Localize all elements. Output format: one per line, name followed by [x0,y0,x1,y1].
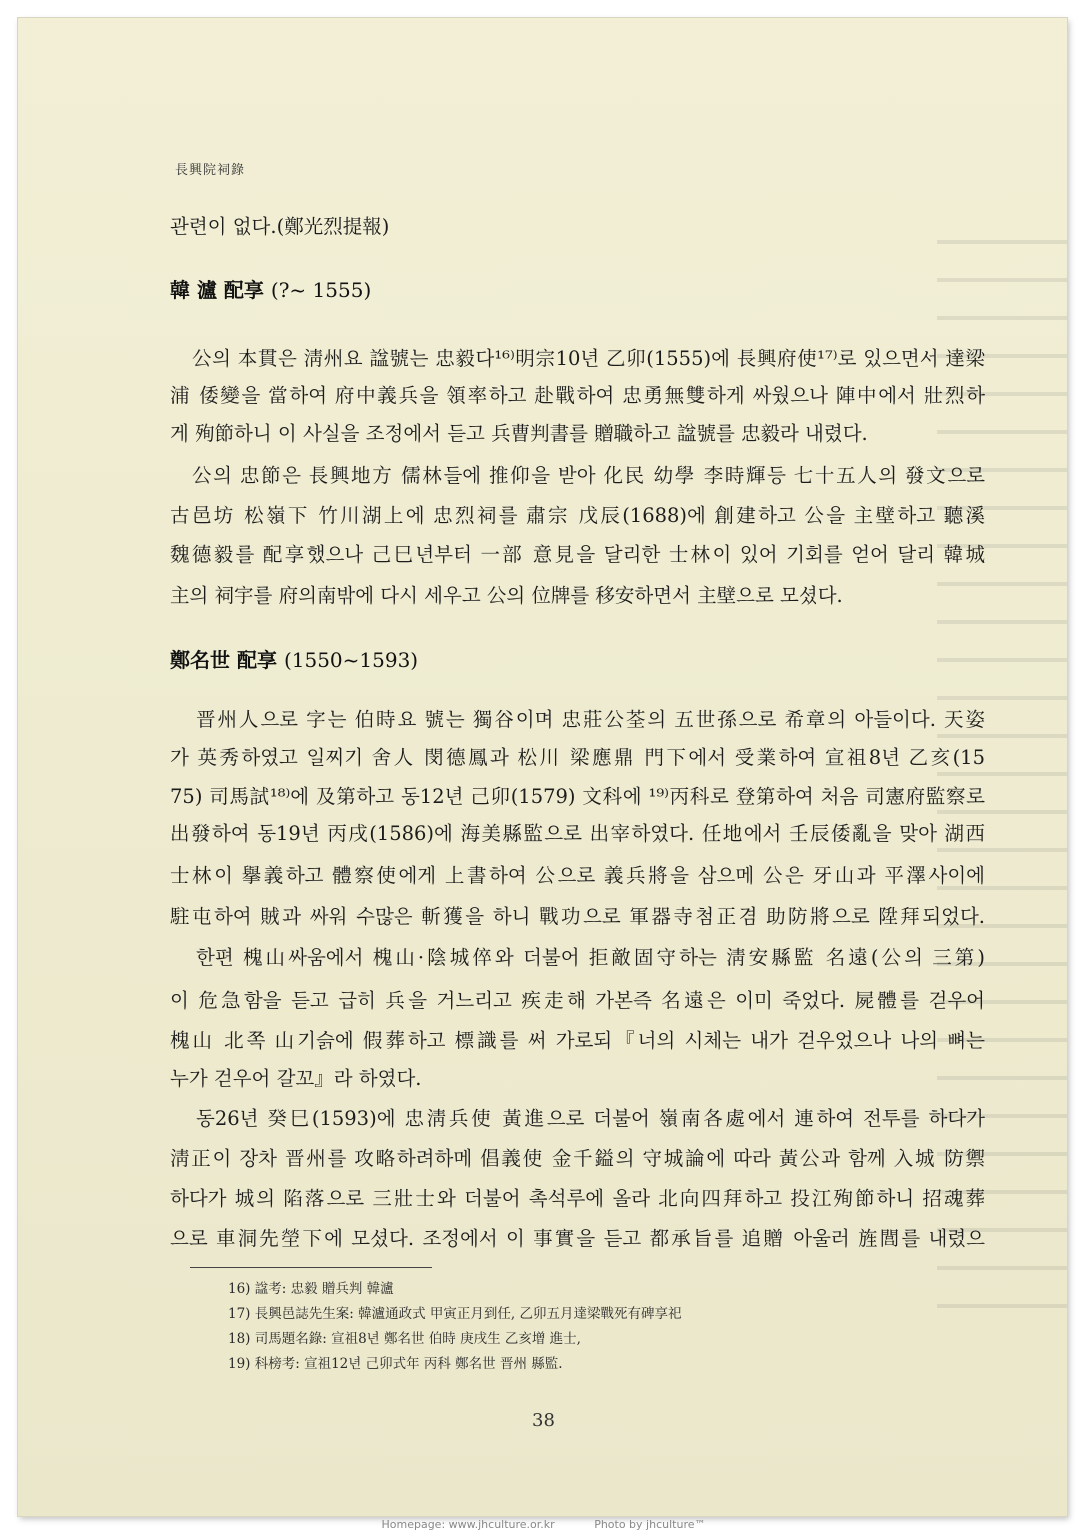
homepage-link[interactable]: Homepage: www.jhculture.or.kr [381,1518,555,1531]
paragraph-line: 누가 걷우어 갈꼬』라 하였다. [170,1067,422,1090]
section-years: (1550~1593) [283,648,419,672]
paragraph-line: 出發하여 동19년 丙戌(1586)에 海美縣監으로 出宰하였다. 任地에서 壬辰倭亂을 맞아 湖西 [170,822,985,845]
paragraph-line: 이 危急함을 듣고 급히 兵을 거느리고 疾走해 가본즉 名遠은 이미 죽었다. 屍體를 걷우어 [170,989,985,1012]
paragraph-line: 가 英秀하였고 일찌기 舍人 閔德鳳과 松川 梁應鼎 門下에서 受業하여 宣祖8년 乙亥(15 [170,746,985,769]
paragraph-line: 士林이 擧義하고 體察使에게 上書하여 公으로 義兵將을 삼으메 公은 牙山과 平澤사이에 [170,864,985,887]
paragraph-line: 槐山 北쪽 山기슭에 假葬하고 標識를 써 가로되『너의 시체는 내가 걷우었으나 나의 뼈는 [170,1029,985,1052]
paragraph-line: 동26년 癸巳(1593)에 忠淸兵使 黃進으로 더불어 嶺南各處에서 連하여 전투를 하다가 [196,1107,985,1130]
paragraph-line: 한편 槐山싸움에서 槐山·陰城倅와 더불어 拒敵固守하는 淸安縣監 名遠(公의 三第) [196,946,985,969]
paragraph-line: 75) 司馬試¹⁸⁾에 及第하고 동12년 己卯(1579) 文科에 ¹⁹⁾丙科로 登第하여 처음 司憲府監察로 [170,785,985,808]
paragraph-line: 淸正이 장차 晋州를 攻略하려하메 倡義使 金千鎰의 守城論에 따라 黃公과 함께 入城 防禦 [170,1147,985,1170]
section-title: 鄭名世 配享 [170,648,277,672]
section-heading-jeong-myeong-se [170,644,418,673]
paragraph-line: 浦 倭變을 當하여 府中義兵을 領率하고 赴戰하여 忠勇無雙하게 싸웠으나 陣中에서 壯烈하 [170,384,985,407]
paragraph-line: 古邑坊 松嶺下 竹川湖上에 忠烈祠를 肅宗 戊辰(1688)에 創建하고 公을 主壁하고 聽溪 [170,504,985,527]
paragraph-line: 主의 祠宇를 府의南밖에 다시 세우고 公의 位牌를 移安하면서 主壁으로 모셨다. [170,584,843,607]
paragraph-line: 晋州人으로 字는 伯時요 號는 獨谷이며 忠莊公荃의 五世孫으로 希章의 아들이다. 天姿 [196,708,985,731]
intro-line: 관련이 없다.(鄭光烈提報) [170,215,390,238]
page-number: 38 [532,1410,555,1431]
paragraph-line: 하다가 城의 陷落으로 三壯士와 더불어 촉석루에 올라 北向四拜하고 投江殉節하니 招魂葬 [170,1187,985,1210]
footnote-18: 18) 司馬題名錄: 宣祖8년 鄭名世 伯時 庚戌生 乙亥增 進士, [228,1331,581,1347]
photo-footer [0,1518,1087,1531]
running-head: 長興院祠錄 [175,163,246,178]
paragraph-line: 公의 本貫은 淸州요 諡號는 忠毅다¹⁶⁾明宗10년 乙卯(1555)에 長興府使¹⁷⁾로 있으면서 達梁 [192,347,985,370]
footnote-16: 16) 諡考: 忠毅 贈兵判 韓瀘 [228,1281,394,1297]
paragraph-line: 으로 車洞先塋下에 모셨다. 조정에서 이 事實을 듣고 都承旨를 追贈 아울러 旌閭를 내렸으 [170,1227,985,1250]
section-years: (?~ 1555) [270,278,372,302]
photo-credit: Photo by jhculture™ [594,1518,706,1531]
footnote-19: 19) 科榜考: 宣祖12년 己卯式年 丙科 鄭名世 晋州 縣監. [228,1356,563,1372]
section-title: 韓 瀘 配享 [170,278,264,302]
paragraph-line: 駐屯하여 賊과 싸워 수많은 斬獲을 하니 戰功으로 軍器寺첨正겸 助防將으로 陞拜되었다. [170,905,985,928]
paragraph-line: 公의 忠節은 長興地方 儒林들에 推仰을 받아 化民 幼學 李時輝등 七十五人의 發文으로 [192,464,985,487]
footnote-17: 17) 長興邑誌先生案: 韓瀘通政式 甲寅正月到任, 乙卯五月達梁戰死有碑享祀 [228,1306,682,1322]
paragraph-line: 게 殉節하니 이 사실을 조정에서 듣고 兵曹判書를 贈職하고 諡號를 忠毅라 내렸다. [170,422,868,445]
section-heading-han-ro [170,274,371,303]
paragraph-line: 魏德毅를 配享했으나 己巳년부터 一部 意見을 달리한 士林이 있어 기회를 얻어 달리 韓城 [170,543,985,566]
footnote-divider [190,1267,432,1268]
